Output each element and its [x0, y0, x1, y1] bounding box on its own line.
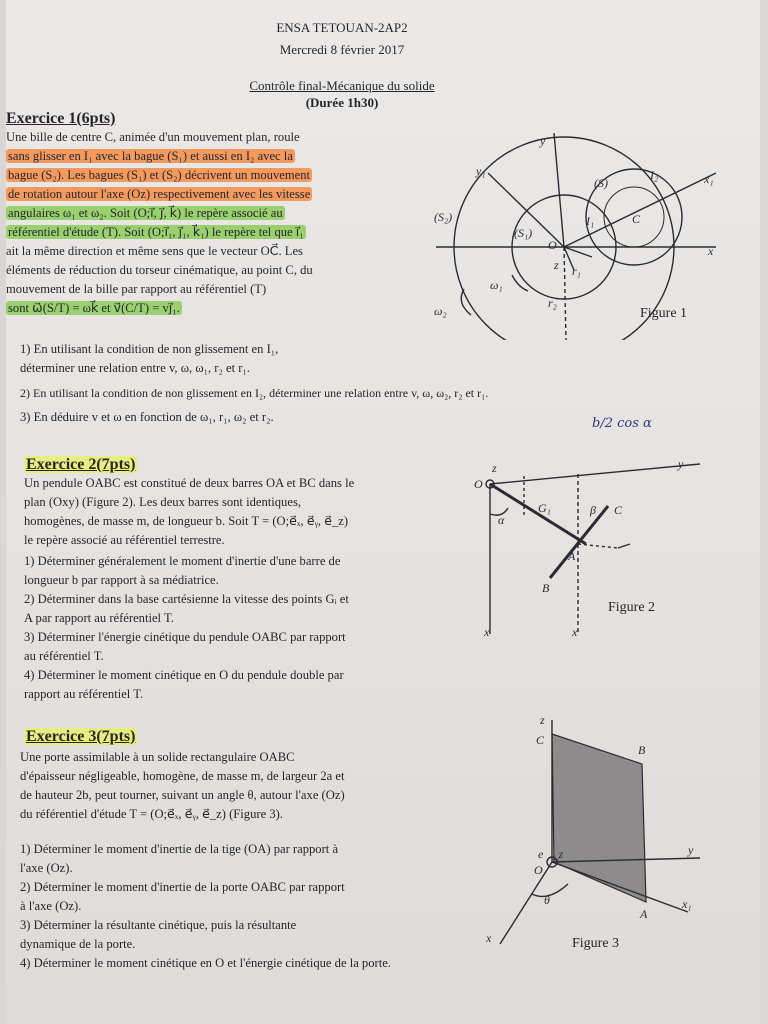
fig1-label-r2: r₂ — [548, 296, 557, 310]
figure-1-caption: Figure 1 — [640, 306, 688, 321]
fig1-label-x: x — [708, 244, 714, 258]
ex1-q2: 2) En utilisant la condition de non glissement en I₂, déterminer une relation entre v, ω, ω₂, r₂ et r₁. — [20, 386, 489, 400]
ex1-line: référentiel d'étude (T). Soit (O;i⃗₁, j⃗₁, k⃗₁) le repère tel que i⃗₁ — [8, 225, 304, 239]
exam-duration: (Durée 1h30) — [305, 95, 379, 110]
ex3-q-line: à l'axe (Oz). — [20, 899, 82, 913]
fig2-label-G1: G₁ — [538, 501, 551, 515]
fig1-label-S2: (S₂) — [434, 210, 453, 224]
ex1-line: sans glisser en I₁ avec la bague (S₁) et aussi en I₂ avec la — [8, 149, 293, 163]
ex1-line: ait la même direction et même sens que le vecteur OC⃗. Les — [6, 244, 303, 258]
ex1-line: bague (S₂). Les bagues (S₁) et (S₂) décrivent un mouvement — [8, 168, 311, 182]
ex3-title: Exercice 3(7pts) — [26, 728, 136, 745]
fig3-label-C: C — [536, 733, 545, 747]
ex2-q-line: longueur b par rapport à sa médiatrice. — [24, 573, 219, 587]
figure-2-caption: Figure 2 — [608, 600, 656, 615]
fig1-label-I1: I₁ — [586, 214, 595, 228]
ex2-questions — [24, 552, 349, 704]
fig3-label-x: x — [486, 931, 492, 945]
ex1-q1-line2: déterminer une relation entre v, ω, ω₁, r₂ et r₁. — [20, 361, 250, 375]
ex3-q-line: 4) Déterminer le moment cinétique en O et l'énergie cinétique de la porte. — [20, 956, 391, 970]
ex3-statement — [20, 748, 345, 824]
fig1-label-y: y — [540, 134, 546, 148]
fig3-label-theta: θ — [544, 893, 550, 907]
ex2-q-line: 2) Déterminer dans la base cartésienne la vitesse des points Gᵢ et — [24, 592, 349, 606]
fig2-label-x: x — [484, 625, 490, 639]
fig1-label-r1: r₁ — [572, 264, 581, 278]
ex1-title: Exercice 1(6pts) — [6, 110, 116, 127]
ex1-line: sont ω⃗(S/T) = ωk⃗ et v⃗(C/T) = vj⃗₁. — [8, 301, 180, 315]
fig3-label-A: A — [640, 907, 648, 921]
fig3-label-ez: e⃗_z — [538, 847, 564, 861]
fig2-label-beta: β — [590, 503, 596, 517]
ex2-q-line: A par rapport au référentiel T. — [24, 611, 174, 625]
ex1-line: mouvement de la bille par rapport au référentiel (T) — [6, 282, 267, 296]
ex3-q-line: 3) Déterminer la résultante cinétique, puis la résultante — [20, 918, 297, 932]
fig2-label-O: O — [474, 477, 483, 491]
ex2-line: Un pendule OABC est constitué de deux barres OA et BC dans le — [24, 476, 355, 490]
figure-3 — [476, 712, 706, 960]
ex1-line: de rotation autour l'axe (Oz) respectivement avec les vitesse — [8, 187, 311, 201]
fig3-label-y: y — [688, 843, 694, 857]
fig1-label-z: z — [554, 258, 559, 272]
figure-2 — [468, 456, 708, 641]
ex2-statement — [24, 474, 354, 550]
ex2-title: Exercice 2(7pts) — [26, 456, 136, 473]
ex1-q3: 3) En déduire v et ω en fonction de ω₁, r₁, ω₂ et r₂. — [20, 410, 274, 424]
fig2-label-C: C — [614, 503, 623, 517]
figure-3-caption: Figure 3 — [572, 936, 620, 951]
fig1-label-x1: x₁ — [704, 172, 714, 186]
fig2-label-z: z — [492, 461, 497, 475]
fig1-label-S: (S) — [594, 176, 608, 190]
fig1-label-w1: ω₁ — [490, 278, 503, 292]
exam-date: Mercredi 8 février 2017 — [279, 42, 405, 57]
ex2-q-line: rapport au référentiel T. — [24, 687, 144, 701]
exam-sheet — [6, 0, 760, 1024]
ex3-line: d'épaisseur négligeable, homogène, de masse m, de largeur 2a et — [20, 769, 345, 783]
school-name: ENSA TETOUAN-2AP2 — [276, 20, 408, 35]
fig2-label-x2: x — [572, 625, 578, 639]
ex2-q-line: 4) Déterminer le moment cinétique en O du pendule double par — [24, 668, 344, 682]
ex3-questions — [20, 840, 391, 973]
ex1-line: Une bille de centre C, animée d'un mouvement plan, roule — [6, 130, 300, 144]
ex3-line: de hauteur 2b, peut tourner, suivant un angle θ, autour l'axe (Oz) — [20, 788, 345, 802]
handwritten-note: b/2 cos α — [592, 416, 652, 431]
ex1-line: angulaires ω₁ et ω₂. Soit (O;i⃗, j⃗, k⃗) le repère associé au — [8, 206, 283, 220]
ex2-q-line: au référentiel T. — [24, 649, 104, 663]
ex3-line: Une porte assimilable à un solide rectangulaire OABC — [20, 750, 295, 764]
ex1-q1 — [20, 340, 278, 378]
fig1-label-w2: ω₂ — [434, 304, 447, 318]
fig1-label-S1: (S₁) — [514, 226, 533, 240]
fig1-label-C: C — [632, 212, 641, 226]
ex2-q-line: 1) Déterminer généralement le moment d'inertie d'une barre de — [24, 554, 341, 568]
fig3-label-z: z — [540, 713, 545, 727]
ex1-line: éléments de réduction du torseur cinématique, au point C, du — [6, 263, 313, 277]
fig1-label-O: O — [548, 238, 557, 252]
ex2-q-line: 3) Déterminer l'énergie cinétique du pendule OABC par rapport — [24, 630, 346, 644]
ex3-q-line: 2) Déterminer le moment d'inertie de la porte OABC par rapport — [20, 880, 345, 894]
ex3-q-line: l'axe (Oz). — [20, 861, 73, 875]
fig2-label-alpha: α — [498, 513, 505, 527]
fig1-label-y1: y₁ — [476, 164, 486, 178]
ex3-line: du référentiel d'étude T = (O;e⃗ₓ, e⃗ᵧ, e⃗_z) (Figure 3). — [20, 807, 283, 821]
ex3-q-line: 1) Déterminer le moment d'inertie de la tige (OA) par rapport à — [20, 842, 339, 856]
fig2-label-y: y — [678, 457, 684, 471]
fig3-label-B: B — [638, 743, 646, 757]
fig3-label-x1: x₁ — [682, 897, 692, 911]
fig2-label-A: A — [568, 549, 576, 563]
ex3-q-line: dynamique de la porte. — [20, 937, 136, 951]
ex1-statement — [6, 128, 313, 318]
fig1-label-I2: I₂ — [650, 168, 659, 182]
exam-title: Contrôle final-Mécanique du solide — [249, 78, 435, 93]
ex2-line: homogènes, de masse m, de longueur b. Soit T = (O;e⃗ₓ, e⃗ᵧ, e⃗_z) — [24, 514, 349, 528]
ex2-line: le repère associé au référentiel terrestre. — [24, 533, 225, 547]
fig3-label-O: O — [534, 863, 543, 877]
ex2-line: plan (Oxy) (Figure 2). Les deux barres sont identiques, — [24, 495, 301, 509]
ex1-q1-line1: 1) En utilisant la condition de non glissement en I₁, — [20, 342, 279, 356]
fig2-label-B: B — [542, 581, 550, 595]
